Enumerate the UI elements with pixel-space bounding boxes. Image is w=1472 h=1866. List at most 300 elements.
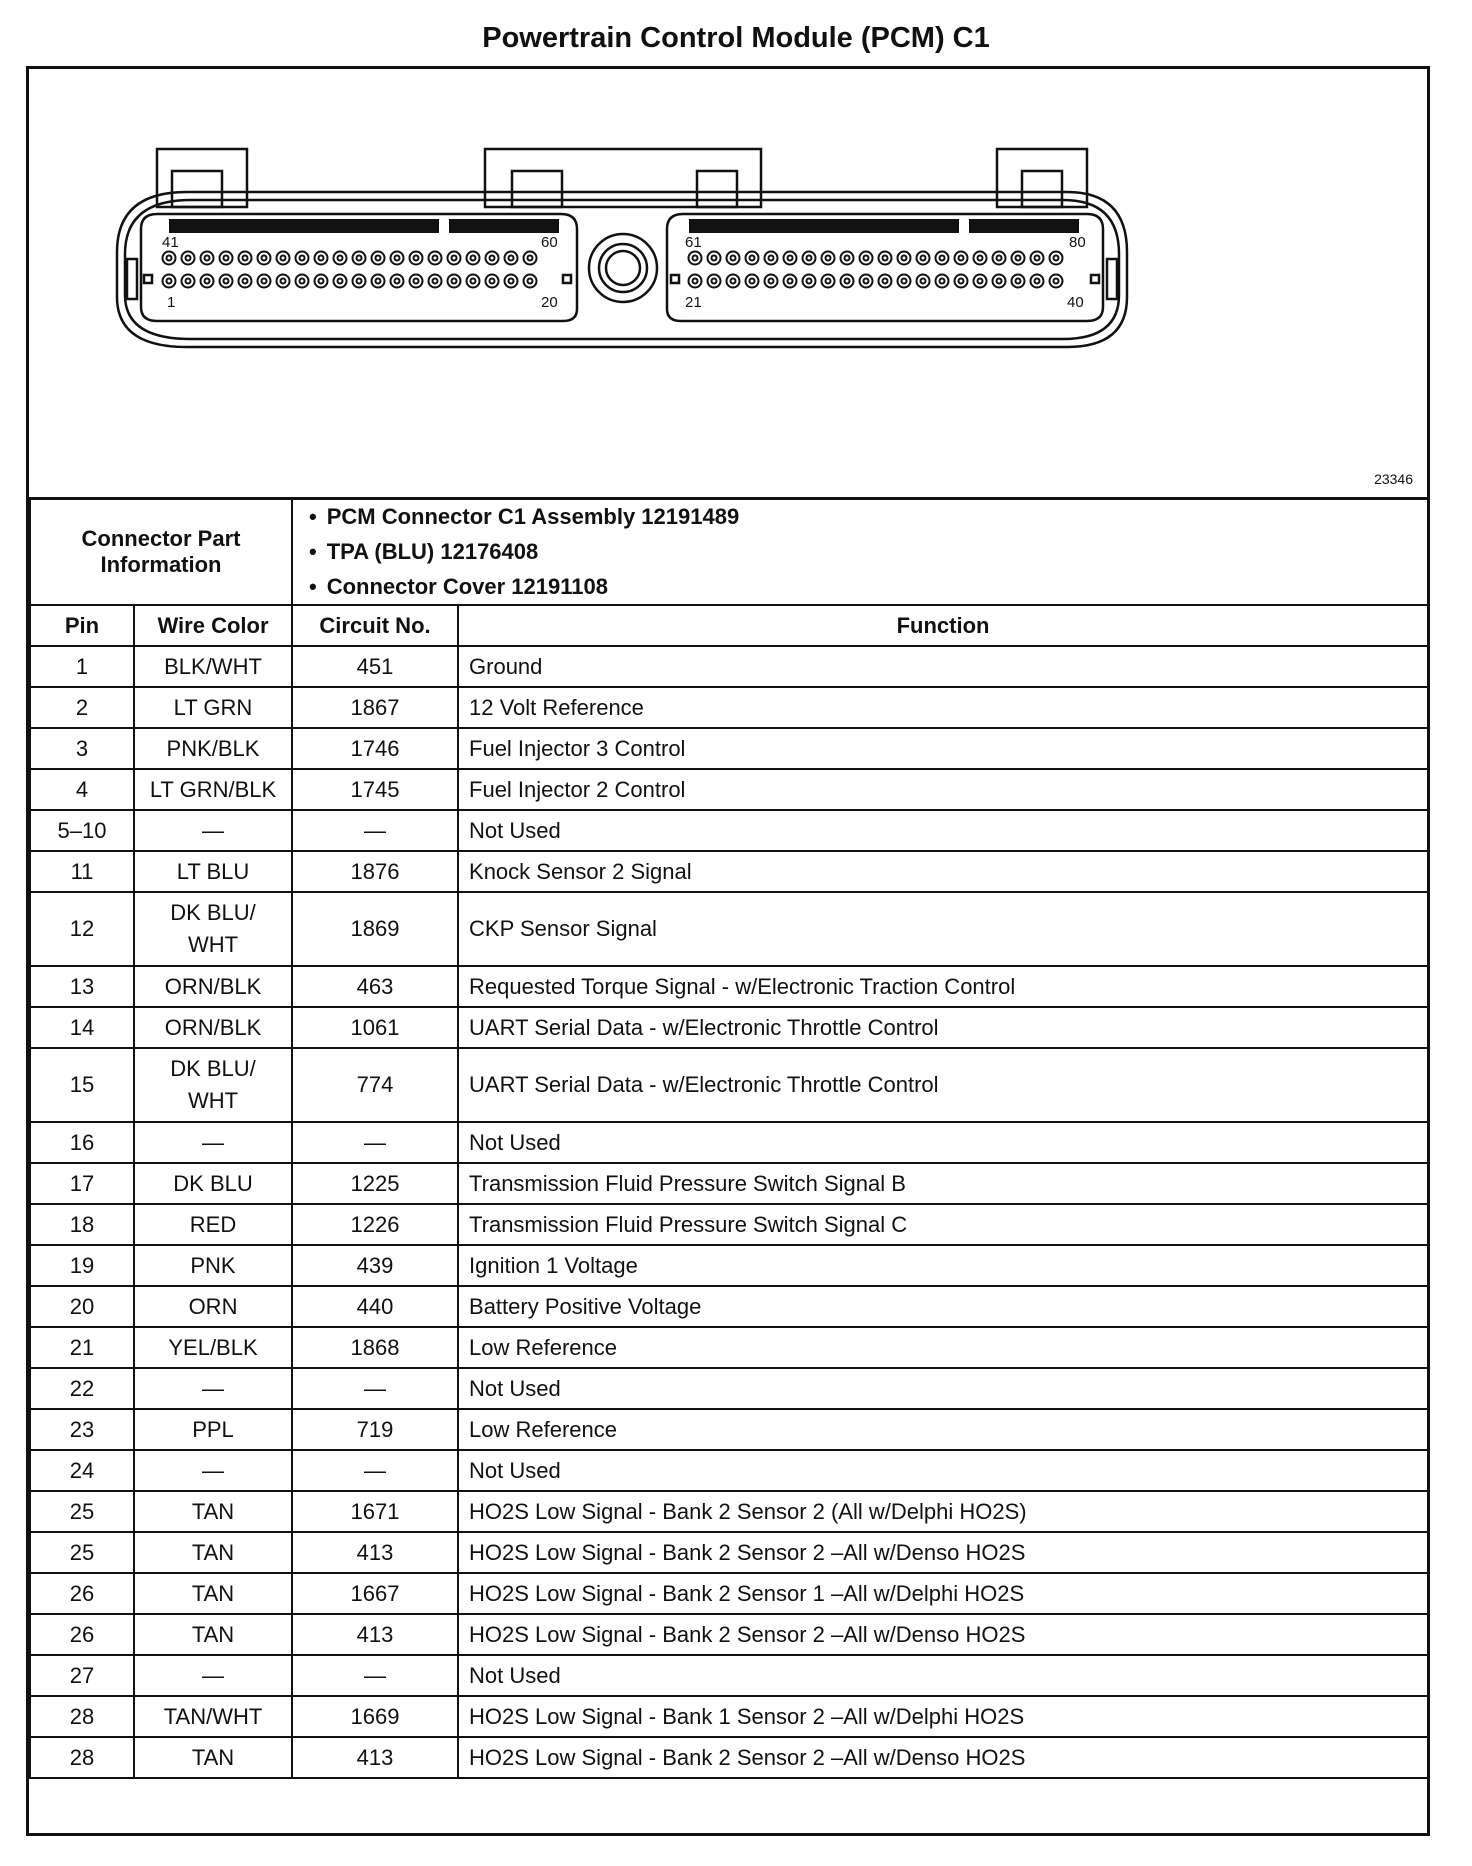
pin-hole-core — [414, 256, 419, 261]
pin-hole — [860, 275, 873, 288]
pin-hole — [334, 275, 347, 288]
pin-hole — [372, 275, 385, 288]
pinout-sheet — [26, 66, 1430, 1836]
pin-cell: 23 — [30, 1409, 134, 1450]
circuit-cell: 413 — [292, 1532, 458, 1573]
circuit-cell: 451 — [292, 646, 458, 687]
circuit-cell: — — [292, 1450, 458, 1491]
pin-cell: 1 — [30, 646, 134, 687]
connector-part: • TPA (BLU) 12176408 — [309, 534, 1417, 569]
pin-hole — [936, 252, 949, 265]
function-cell: HO2S Low Signal - Bank 2 Sensor 1 –All w/Delphi HO2S — [458, 1573, 1428, 1614]
function-cell: Fuel Injector 3 Control — [458, 728, 1428, 769]
pin-hole-core — [167, 279, 172, 284]
function-cell: Not Used — [458, 1450, 1428, 1491]
table-row — [30, 966, 1428, 1007]
left-latch — [157, 149, 247, 207]
pin-hole — [841, 275, 854, 288]
table-row — [30, 1286, 1428, 1327]
circuit-cell: 413 — [292, 1614, 458, 1655]
connector-part: • Connector Cover 12191108 — [309, 569, 1417, 604]
pin-hole — [708, 275, 721, 288]
wire-color-cell: ORN — [134, 1286, 292, 1327]
circuit-cell: 1667 — [292, 1573, 458, 1614]
pin-hole — [258, 252, 271, 265]
pin-hole-core — [845, 256, 850, 261]
function-cell: 12 Volt Reference — [458, 687, 1428, 728]
pin-hole-core — [528, 279, 533, 284]
function-cell: Not Used — [458, 810, 1428, 851]
pin-hole — [277, 252, 290, 265]
pin-hole — [315, 275, 328, 288]
pin-label-41: 41 — [162, 234, 179, 251]
function-cell: Low Reference — [458, 1409, 1428, 1450]
pin-hole — [296, 252, 309, 265]
pin-hole-core — [845, 279, 850, 284]
circuit-cell: 1746 — [292, 728, 458, 769]
pin-hole-core — [921, 279, 926, 284]
pin-cell: 3 — [30, 728, 134, 769]
pin-hole — [974, 275, 987, 288]
pin-hole — [860, 252, 873, 265]
table-row — [30, 1245, 1428, 1286]
pin-cell: 28 — [30, 1737, 134, 1778]
pin-cell: 17 — [30, 1163, 134, 1204]
pin-cell: 5–10 — [30, 810, 134, 851]
pin-label-21: 21 — [685, 294, 702, 311]
pin-hole — [784, 275, 797, 288]
circuit-cell: 719 — [292, 1409, 458, 1450]
pin-cell: 4 — [30, 769, 134, 810]
pin-hole-core — [693, 256, 698, 261]
connector-part: • PCM Connector C1 Assembly 12191489 — [309, 499, 1417, 534]
connector-drawing — [29, 69, 1427, 497]
wire-color-cell: PPL — [134, 1409, 292, 1450]
pin-hole — [993, 275, 1006, 288]
pin-hole-core — [1054, 256, 1059, 261]
table-row — [30, 892, 1428, 966]
pin-cell: 26 — [30, 1614, 134, 1655]
pin-hole-core — [788, 279, 793, 284]
circuit-cell: — — [292, 1655, 458, 1696]
circuit-header: Circuit No. — [292, 605, 458, 646]
function-cell: Ground — [458, 646, 1428, 687]
pin-hole-core — [490, 279, 495, 284]
pin-hole-core — [433, 279, 438, 284]
pin-hole — [505, 252, 518, 265]
pin-hole-core — [864, 256, 869, 261]
pin-hole — [429, 275, 442, 288]
pin-hole — [955, 252, 968, 265]
wire-color-cell: BLK/WHT — [134, 646, 292, 687]
pin-hole-core — [528, 256, 533, 261]
function-cell: Knock Sensor 2 Signal — [458, 851, 1428, 892]
pin-hole — [1031, 275, 1044, 288]
wire-color-cell: TAN — [134, 1532, 292, 1573]
function-cell: HO2S Low Signal - Bank 2 Sensor 2 –All w/Denso HO2S — [458, 1614, 1428, 1655]
function-cell: Ignition 1 Voltage — [458, 1245, 1428, 1286]
pin-hole-core — [243, 279, 248, 284]
pin-cell: 27 — [30, 1655, 134, 1696]
pin-hole-core — [376, 279, 381, 284]
wire-color-cell: RED — [134, 1204, 292, 1245]
pin-hole — [803, 252, 816, 265]
pin-hole-core — [788, 256, 793, 261]
pin-hole-core — [471, 279, 476, 284]
circuit-cell: 1061 — [292, 1007, 458, 1048]
pin-hole — [689, 275, 702, 288]
pin-hole-core — [243, 256, 248, 261]
function-cell: Not Used — [458, 1368, 1428, 1409]
pin-cell: 13 — [30, 966, 134, 1007]
pin-hole-core — [959, 256, 964, 261]
pin-hole-core — [940, 279, 945, 284]
wire-color-cell: LT GRN/BLK — [134, 769, 292, 810]
pin-hole-core — [1054, 279, 1059, 284]
pin-hole — [353, 252, 366, 265]
circuit-cell: 1867 — [292, 687, 458, 728]
pin-hole — [898, 275, 911, 288]
wire-color-cell: TAN/WHT — [134, 1696, 292, 1737]
pin-hole — [879, 275, 892, 288]
function-cell: Transmission Fluid Pressure Switch Signal C — [458, 1204, 1428, 1245]
pin-hole-core — [883, 256, 888, 261]
table-row — [30, 1737, 1428, 1778]
function-cell: CKP Sensor Signal — [458, 892, 1428, 966]
table-row — [30, 1122, 1428, 1163]
pin-hole — [296, 275, 309, 288]
table-row — [30, 1450, 1428, 1491]
pin-hole-core — [395, 279, 400, 284]
wire-color-cell: ORN/BLK — [134, 966, 292, 1007]
table-row — [30, 1048, 1428, 1122]
pin-hole — [182, 252, 195, 265]
wire-color-cell: PNK — [134, 1245, 292, 1286]
wire-color-cell: TAN — [134, 1491, 292, 1532]
pin-hole — [163, 275, 176, 288]
pin-hole-core — [978, 279, 983, 284]
circuit-cell: 463 — [292, 966, 458, 1007]
pin-cell: 21 — [30, 1327, 134, 1368]
table-row — [30, 1655, 1428, 1696]
connector-figure — [29, 69, 1427, 500]
pin-hole — [448, 275, 461, 288]
pin-hole — [315, 252, 328, 265]
pin-hole-core — [712, 279, 717, 284]
pin-hole-core — [826, 279, 831, 284]
table-row — [30, 1327, 1428, 1368]
pin-cell: 19 — [30, 1245, 134, 1286]
pin-hole — [708, 252, 721, 265]
pin-cell: 15 — [30, 1048, 134, 1122]
page-title: Powertrain Control Module (PCM) C1 — [482, 22, 990, 54]
pin-hole — [334, 252, 347, 265]
pin-cell: 2 — [30, 687, 134, 728]
pin-hole-core — [357, 256, 362, 261]
pin-hole — [486, 275, 499, 288]
function-header: Function — [458, 605, 1428, 646]
function-cell: Requested Torque Signal - w/Electronic Traction Control — [458, 966, 1428, 1007]
pin-hole — [822, 252, 835, 265]
pin-hole-core — [769, 279, 774, 284]
circuit-cell: 1226 — [292, 1204, 458, 1245]
circuit-cell: — — [292, 1122, 458, 1163]
pin-hole — [448, 252, 461, 265]
pin-hole-core — [807, 256, 812, 261]
circuit-cell: 1745 — [292, 769, 458, 810]
pin-hole-core — [769, 256, 774, 261]
pin-hole-core — [731, 279, 736, 284]
pin-label-61: 61 — [685, 234, 702, 251]
table-row — [30, 810, 1428, 851]
pin-hole — [410, 252, 423, 265]
pin-label-80: 80 — [1069, 234, 1086, 251]
right-latch — [997, 149, 1087, 207]
function-cell: Low Reference — [458, 1327, 1428, 1368]
pin-hole — [1012, 252, 1025, 265]
circuit-cell: 413 — [292, 1737, 458, 1778]
pin-label-60: 60 — [541, 234, 558, 251]
pin-hole-core — [319, 256, 324, 261]
center-latch — [485, 149, 761, 207]
table-row — [30, 1204, 1428, 1245]
wire-color-cell: PNK/BLK — [134, 728, 292, 769]
table-row — [30, 1614, 1428, 1655]
pin-hole-core — [224, 279, 229, 284]
pin-hole — [391, 275, 404, 288]
pin-hole — [201, 275, 214, 288]
pin-hole-core — [1035, 279, 1040, 284]
pin-hole — [467, 275, 480, 288]
pin-hole-core — [902, 256, 907, 261]
pin-hole — [239, 275, 252, 288]
pin-hole-core — [300, 256, 305, 261]
pin-cell: 28 — [30, 1696, 134, 1737]
pin-hole — [524, 252, 537, 265]
pin-hole — [898, 252, 911, 265]
pin-cell: 22 — [30, 1368, 134, 1409]
pin-hole — [1031, 252, 1044, 265]
pin-cell: 25 — [30, 1532, 134, 1573]
pin-hole — [429, 252, 442, 265]
table-row — [30, 1532, 1428, 1573]
function-cell: Battery Positive Voltage — [458, 1286, 1428, 1327]
pinout-table — [29, 497, 1429, 1779]
pin-header: Pin — [30, 605, 134, 646]
circuit-cell: 439 — [292, 1245, 458, 1286]
pin-hole — [1050, 275, 1063, 288]
table-row — [30, 1368, 1428, 1409]
pin-hole-core — [902, 279, 907, 284]
pin-hole-core — [731, 256, 736, 261]
pin-hole — [727, 252, 740, 265]
pin-hole-core — [205, 279, 210, 284]
pin-hole — [372, 252, 385, 265]
pin-hole-core — [357, 279, 362, 284]
pin-cell: 26 — [30, 1573, 134, 1614]
wire-color-cell: DK BLU/ WHT — [134, 1048, 292, 1122]
pin-hole — [784, 252, 797, 265]
function-cell: HO2S Low Signal - Bank 2 Sensor 2 –All w/Denso HO2S — [458, 1532, 1428, 1573]
circuit-cell: 1869 — [292, 892, 458, 966]
pin-hole-core — [167, 256, 172, 261]
pin-hole-core — [395, 256, 400, 261]
pin-hole-core — [807, 279, 812, 284]
pin-hole — [689, 252, 702, 265]
pin-hole — [391, 252, 404, 265]
pin-hole-core — [414, 279, 419, 284]
pin-hole-core — [883, 279, 888, 284]
pin-hole-core — [262, 256, 267, 261]
pin-hole-core — [452, 279, 457, 284]
circuit-cell: 774 — [292, 1048, 458, 1122]
wire-color-cell: DK BLU — [134, 1163, 292, 1204]
table-row — [30, 1409, 1428, 1450]
pin-hole — [993, 252, 1006, 265]
pin-hole — [524, 275, 537, 288]
pin-hole-core — [940, 256, 945, 261]
pin-hole — [936, 275, 949, 288]
pin-cell: 12 — [30, 892, 134, 966]
pin-hole-core — [826, 256, 831, 261]
wire-color-cell: TAN — [134, 1737, 292, 1778]
pin-hole — [353, 275, 366, 288]
circuit-cell: 1868 — [292, 1327, 458, 1368]
pin-hole-core — [338, 279, 343, 284]
pin-hole-core — [338, 256, 343, 261]
wire-color-header: Wire Color — [134, 605, 292, 646]
header-row — [30, 605, 1428, 646]
pin-cell: 14 — [30, 1007, 134, 1048]
circuit-cell: — — [292, 810, 458, 851]
pin-cell: 24 — [30, 1450, 134, 1491]
table-row — [30, 1696, 1428, 1737]
pin-cell: 25 — [30, 1491, 134, 1532]
circuit-cell: 1671 — [292, 1491, 458, 1532]
pin-hole — [803, 275, 816, 288]
pin-label-20: 20 — [541, 294, 558, 311]
pin-hole — [163, 252, 176, 265]
table-row — [30, 1491, 1428, 1532]
wire-color-cell: — — [134, 1655, 292, 1696]
pin-hole-core — [490, 256, 495, 261]
pin-hole — [410, 275, 423, 288]
table-row — [30, 1163, 1428, 1204]
pin-hole — [746, 275, 759, 288]
pin-hole-core — [186, 279, 191, 284]
pin-cell: 11 — [30, 851, 134, 892]
pin-hole — [220, 275, 233, 288]
wire-color-cell: TAN — [134, 1573, 292, 1614]
pin-hole — [505, 275, 518, 288]
pin-hole-core — [509, 256, 514, 261]
pin-hole-core — [997, 279, 1002, 284]
circuit-cell: 1225 — [292, 1163, 458, 1204]
table-row — [30, 1007, 1428, 1048]
pin-hole-core — [452, 256, 457, 261]
tpa-bar — [169, 219, 439, 233]
pin-hole — [917, 252, 930, 265]
table-row — [30, 687, 1428, 728]
function-cell: Not Used — [458, 1655, 1428, 1696]
function-cell: Not Used — [458, 1122, 1428, 1163]
circuit-cell: 1876 — [292, 851, 458, 892]
pin-hole — [1012, 275, 1025, 288]
pin-hole-core — [1035, 256, 1040, 261]
function-cell: Fuel Injector 2 Control — [458, 769, 1428, 810]
pin-hole-core — [750, 256, 755, 261]
pin-hole — [955, 275, 968, 288]
pin-hole-core — [281, 256, 286, 261]
pin-hole — [220, 252, 233, 265]
pin-hole-core — [433, 256, 438, 261]
pin-hole — [467, 252, 480, 265]
circuit-cell: 440 — [292, 1286, 458, 1327]
pin-hole-core — [224, 256, 229, 261]
function-cell: UART Serial Data - w/Electronic Throttle Control — [458, 1007, 1428, 1048]
pin-hole-core — [262, 279, 267, 284]
pin-hole — [765, 275, 778, 288]
pin-hole — [258, 275, 271, 288]
wire-color-cell: LT GRN — [134, 687, 292, 728]
pin-hole-core — [712, 256, 717, 261]
wire-color-cell: — — [134, 810, 292, 851]
wire-color-cell: YEL/BLK — [134, 1327, 292, 1368]
pin-hole — [765, 252, 778, 265]
function-cell: HO2S Low Signal - Bank 2 Sensor 2 (All w/Delphi HO2S) — [458, 1491, 1428, 1532]
wire-color-cell: DK BLU/ WHT — [134, 892, 292, 966]
pin-hole-core — [300, 279, 305, 284]
function-cell: UART Serial Data - w/Electronic Throttle Control — [458, 1048, 1428, 1122]
pin-hole-core — [205, 256, 210, 261]
pin-cell: 20 — [30, 1286, 134, 1327]
figure-number: 23346 — [1374, 471, 1413, 487]
pin-hole-core — [864, 279, 869, 284]
pin-hole-core — [750, 279, 755, 284]
table-row — [30, 728, 1428, 769]
pin-hole-core — [319, 279, 324, 284]
table-row — [30, 1573, 1428, 1614]
wire-color-cell: — — [134, 1368, 292, 1409]
pin-hole-core — [509, 279, 514, 284]
connector-info-list — [292, 498, 1428, 605]
wire-color-cell: LT BLU — [134, 851, 292, 892]
pin-label-40: 40 — [1067, 294, 1084, 311]
pin-hole — [917, 275, 930, 288]
pin-hole — [277, 275, 290, 288]
connector-info-label: Connector Part Information — [30, 498, 292, 605]
pin-hole — [201, 252, 214, 265]
pin-hole-core — [471, 256, 476, 261]
pin-hole — [879, 252, 892, 265]
pin-hole-core — [1016, 256, 1021, 261]
pin-cell: 16 — [30, 1122, 134, 1163]
pin-hole — [746, 252, 759, 265]
pin-hole-core — [376, 256, 381, 261]
pin-hole — [727, 275, 740, 288]
pin-hole — [182, 275, 195, 288]
table-row — [30, 851, 1428, 892]
table-row — [30, 769, 1428, 810]
pin-hole — [486, 252, 499, 265]
circuit-cell: 1669 — [292, 1696, 458, 1737]
function-cell: HO2S Low Signal - Bank 2 Sensor 2 –All w/Denso HO2S — [458, 1737, 1428, 1778]
pin-hole-core — [921, 256, 926, 261]
pin-hole-core — [186, 256, 191, 261]
pin-cell: 18 — [30, 1204, 134, 1245]
pin-hole-core — [997, 256, 1002, 261]
pin-hole — [1050, 252, 1063, 265]
